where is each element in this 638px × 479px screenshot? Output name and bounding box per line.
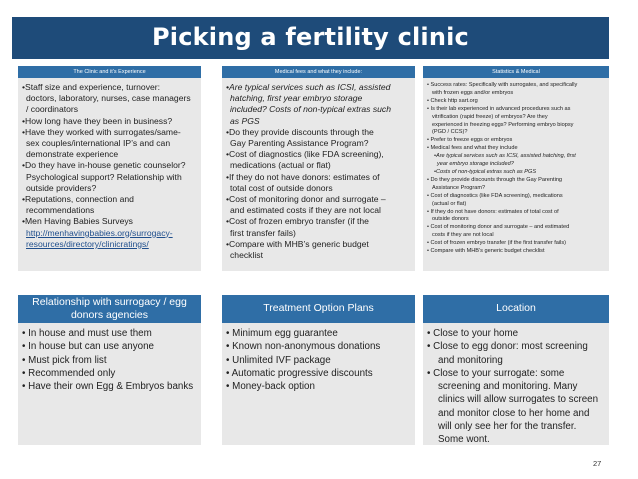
list-item: •Are typical services such as ICSI, assisted bbox=[226, 82, 391, 92]
panel-body bbox=[423, 78, 609, 259]
list-item: will only see her for the transfer. bbox=[438, 421, 577, 433]
list-item: first transfer fails) bbox=[230, 227, 296, 238]
list-item: •If they do not have donors: estimates of bbox=[226, 171, 380, 182]
list-item: • If they do not have donors: estimates of total cost of bbox=[427, 208, 559, 215]
list-item: •How long have they been in business? bbox=[22, 115, 173, 126]
list-item: and estimated costs if they are not local bbox=[230, 205, 381, 216]
survey-link[interactable]: resources/directory/clinicratings/ bbox=[26, 238, 149, 249]
list-item: • In house and must use them bbox=[22, 328, 152, 339]
list-item: • Prefer to freeze eggs or embryos bbox=[427, 137, 513, 144]
list-item: clinics will allow surrogates to screen bbox=[438, 394, 599, 406]
list-item: Assistance Program? bbox=[432, 184, 486, 191]
panel-header: Statistics & Medical bbox=[423, 66, 609, 78]
list-item: •Men Having Babies Surveys bbox=[22, 216, 133, 227]
list-item: (actual or flat) bbox=[432, 200, 467, 207]
panel-header-line: Relationship with surrogacy / egg bbox=[32, 295, 187, 308]
list-item: •Compare with MHB’s generic budget bbox=[226, 238, 369, 249]
list-item: • Medical fees and what they include bbox=[427, 145, 518, 152]
panel-location bbox=[423, 295, 609, 445]
list-item: • Close to your home bbox=[427, 328, 519, 339]
list-item: •Staff size and experience, turnover: bbox=[22, 82, 161, 92]
list-item: •Are typical services such as ICSI, assisted hatching, first bbox=[434, 153, 576, 160]
list-item: (PGD / CCS)? bbox=[432, 129, 468, 136]
list-item: costs if they are not local bbox=[432, 232, 494, 239]
list-item: • Recommended only bbox=[22, 367, 116, 379]
list-item: • Success rates: Specifically with surrogates, and specifically bbox=[427, 82, 578, 88]
panel-header: The Clinic and it’s Experience bbox=[18, 66, 201, 78]
list-item: •Have they worked with surrogates/same- bbox=[22, 126, 181, 137]
list-item: outside providers? bbox=[26, 182, 97, 193]
list-item: • Money-back option bbox=[226, 381, 315, 393]
survey-link[interactable]: http://menhavingbabies.org/surrogacy- bbox=[26, 227, 173, 238]
list-item: • Cost of diagnostics (like FDA screening), medications bbox=[427, 192, 563, 199]
panel-body bbox=[423, 323, 609, 450]
panel-medical-fees bbox=[222, 66, 415, 271]
list-item: outside donors bbox=[432, 216, 469, 223]
list-item: vitrification (rapid freeze) of embryos? Are they bbox=[432, 113, 548, 120]
list-item: • Have their own Egg & Embryos banks bbox=[22, 381, 194, 393]
panel-body bbox=[222, 323, 415, 396]
list-item: • Automatic progressive discounts bbox=[226, 367, 373, 379]
panel-treatment-options bbox=[222, 295, 415, 445]
list-item: •Do they have in-house genetic counselor? bbox=[22, 160, 186, 171]
list-item: • Unlimited IVF package bbox=[226, 354, 331, 366]
list-item: year embryo storage included? bbox=[437, 161, 514, 168]
list-item: • Cost of monitoring donor and surrogate – and estimated bbox=[427, 224, 570, 231]
list-item: experienced in freezing eggs? Performing embryo biopsy bbox=[432, 121, 574, 128]
list-item: •Do they provide discounts through the bbox=[226, 126, 374, 137]
panel-clinic-experience bbox=[18, 66, 201, 271]
list-item: recommendations bbox=[26, 205, 95, 216]
slide-title: Picking a fertility clinic bbox=[12, 17, 609, 59]
list-item: Gay Parenting Assistance Program? bbox=[230, 138, 369, 149]
list-item: screening and monitoring. Many bbox=[438, 381, 578, 393]
panel-header: Medical fees and what they include: bbox=[222, 66, 415, 78]
panel-body bbox=[18, 323, 201, 396]
list-item: hatching, first year embryo storage bbox=[230, 93, 363, 104]
panel-agency-relationship bbox=[18, 295, 201, 445]
panel-statistics-medical bbox=[423, 66, 609, 271]
list-item: • Close to egg donor: most screening bbox=[427, 341, 588, 353]
list-item: sex couples/international IP’s and can bbox=[26, 138, 171, 149]
list-item: and monitoring bbox=[438, 354, 503, 366]
list-item: • In house but can use anyone bbox=[22, 341, 154, 353]
page-number: 27 bbox=[593, 459, 602, 468]
list-item: and monitor close to her home and bbox=[438, 407, 590, 419]
list-item: • Minimum egg guarantee bbox=[226, 328, 338, 339]
list-item: total cost of outside donors bbox=[230, 182, 333, 193]
list-item: • Is their lab experienced in advanced procedures such as bbox=[427, 105, 571, 112]
list-item: •Cost of monitoring donor and surrogate – bbox=[226, 194, 386, 205]
panel-header bbox=[18, 295, 201, 323]
list-item: checklist bbox=[230, 250, 263, 261]
panel-header-line: donors agencies bbox=[70, 309, 149, 321]
panel-body bbox=[18, 78, 201, 253]
panel-body bbox=[222, 78, 415, 264]
list-item: • Known non-anonymous donations bbox=[226, 341, 381, 353]
list-item: medications (actual or flat) bbox=[230, 160, 331, 171]
list-item: • Compare with MHB’s generic budget checklist bbox=[427, 248, 545, 255]
list-item: •Cost of frozen embryo transfer (if the bbox=[226, 216, 369, 227]
list-item: included? Costs of non-typical extras such bbox=[230, 104, 391, 115]
list-item: • Must pick from list bbox=[22, 354, 107, 366]
list-item: / coordinators bbox=[26, 104, 79, 115]
list-item: with frozen eggs and/or embryos bbox=[432, 89, 514, 96]
panel-header: Treatment Option Plans bbox=[222, 295, 415, 323]
panel-header: Location bbox=[423, 295, 609, 323]
list-item: •Costs of non-typical extras such as PGS bbox=[434, 168, 537, 175]
list-item: Some wont. bbox=[438, 434, 490, 446]
list-item: Psychological support? Relationship with bbox=[26, 171, 182, 182]
list-item: • Close to your surrogate: some bbox=[427, 367, 565, 379]
list-item: demonstrate experience bbox=[26, 149, 119, 160]
list-item: doctors, laboratory, nurses, case managers bbox=[26, 93, 191, 104]
list-item: •Reputations, connection and bbox=[22, 194, 134, 205]
list-item: •Cost of diagnostics (like FDA screening), bbox=[226, 149, 384, 160]
list-item: as PGS bbox=[230, 115, 260, 126]
list-item: • Check http sart.org bbox=[427, 97, 478, 104]
list-item: • Do they provide discounts through the Gay Parenting bbox=[427, 176, 563, 183]
list-item: • Cost of frozen embryo transfer (if the first transfer fails) bbox=[427, 240, 567, 247]
